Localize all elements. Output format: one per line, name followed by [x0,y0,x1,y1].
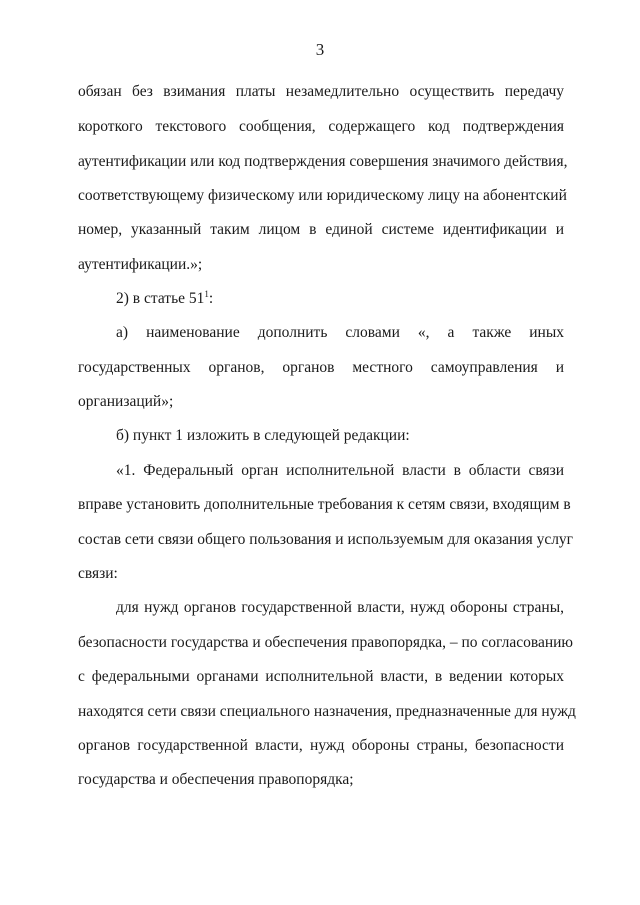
text-line: организаций»; [78,393,174,410]
text-line: государства и обеспечения правопорядка; [78,771,354,788]
text-fragment: 2) в статье 51 [116,290,205,307]
text-line: номер, указанный таким лицом в единой системе идентификации и [78,221,564,238]
text-line: с федеральными органами исполнительной власти, в ведении которых [78,668,564,685]
text-line: безопасности государства и обеспечения правопорядка, – по согласованию [78,634,574,651]
text-line: для нужд органов государственной власти, нужд обороны страны, [116,599,564,616]
page-number: 3 [315,40,325,59]
superscript: 1 [204,289,209,299]
text-line: аутентификации.»; [78,256,203,273]
text-line: государственных органов, органов местного самоуправления и [78,359,564,376]
list-item-heading [116,289,564,309]
text-fragment: : [208,290,214,307]
text-line: соответствующему физическому или юридическому лицу на абонентский [78,187,567,204]
text-line: связи: [78,565,118,582]
text-line: б) пункт 1 изложить в следующей редакции: [116,427,410,444]
text-line: вправе установить дополнительные требования к сетям связи, входящим в [78,496,571,513]
text-line: органов государственной власти, нужд обороны страны, безопасности [78,737,564,754]
text-line: «1. Федеральный орган исполнительной власти в области связи [116,462,564,479]
text-line: находятся сети связи специального назначения, предназначенные для нужд [78,703,576,720]
text-line: а) наименование дополнить словами «, а также иных [116,324,564,341]
text-line: состав сети связи общего пользования и используемым для оказания услуг [78,531,574,548]
text-line: короткого текстового сообщения, содержащего код подтверждения [78,118,564,135]
text-line: аутентификации или код подтверждения совершения значимого действия, [78,153,568,170]
text-line: обязан без взимания платы незамедлительно осуществить передачу [78,83,564,100]
